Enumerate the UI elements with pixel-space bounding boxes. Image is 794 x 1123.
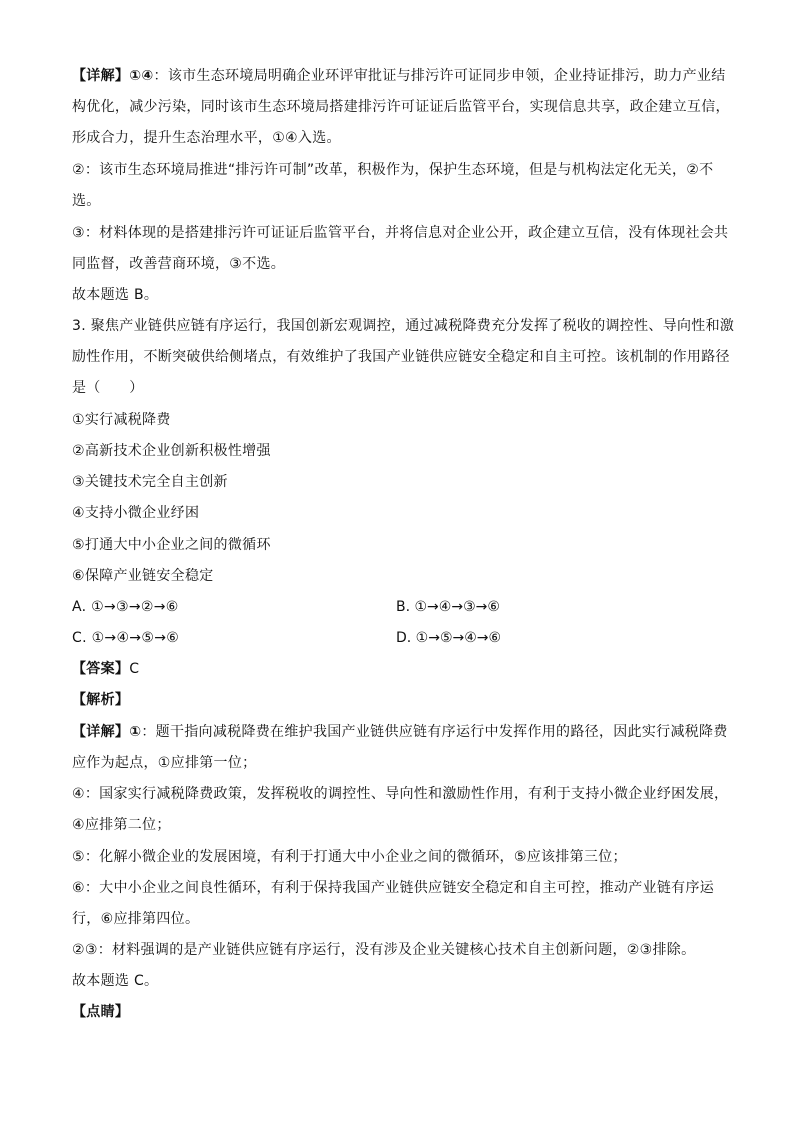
detail-paragraph-2-line-1: ②：该市生态环境局推进“排污许可制”改革，积极作为，保护生态环境，但是与机构法定化无关，②不 — [72, 162, 714, 178]
text-span: ：题干指向减税降费在维护我国产业链供应链有序运行中发挥作用的路径，因此实行减税降费 — [141, 724, 728, 740]
detail-line-4: ④应排第二位； — [72, 817, 171, 833]
detail-paragraph-3-line-2: 同监督，改善营商环境，③不选。 — [72, 256, 286, 272]
question-item-2: ②高新技术企业创新积极性增强 — [72, 443, 271, 459]
answer-value: C — [129, 661, 140, 677]
analysis-label: 【解析】 — [72, 692, 130, 708]
detail-paragraph-2-line-2: 选。 — [72, 193, 101, 209]
option-c: C. ①→④→⑤→⑥ — [72, 630, 180, 646]
answer-line — [72, 659, 732, 679]
detail-line-5: ⑤：化解小微企业的发展困境，有利于打通大中小企业之间的微循环，⑤应该排第三位； — [72, 849, 627, 865]
question-item-4: ④支持小微企业纾困 — [72, 505, 200, 521]
detail-label-2: 【详解】① — [72, 724, 142, 740]
detail-paragraph-1-line-1 — [72, 66, 732, 86]
question-3-line-2: 励性作用，不断突破供给侧堵点，有效维护了我国产业链供应链安全稳定和自主可控。该机制的作用路径 — [72, 349, 730, 365]
question-item-3: ③关键技术完全自主创新 — [72, 474, 228, 490]
detail-paragraph-3-line-1: ③：材料体现的是搭建排污许可证证后监管平台，并将信息对企业公开，政企建立互信，没有体现社会共 — [72, 225, 729, 241]
conclusion-c: 故本题选 C。 — [72, 973, 159, 989]
detail-line-3: ④：国家实行减税降费政策，发挥税收的调控性、导向性和激励性作用，有利于支持小微企业纾困发展， — [72, 786, 729, 802]
comment-label: 【点睛】 — [72, 1004, 130, 1020]
question-item-5: ⑤打通大中小企业之间的微循环 — [72, 537, 271, 553]
answer-label: 【答案】 — [72, 661, 130, 677]
detail-line-7: 行，⑥应排第四位。 — [72, 911, 200, 927]
option-d: D. ①→⑤→④→⑥ — [396, 630, 502, 646]
question-3-line-3: 是（ ） — [72, 380, 144, 396]
conclusion-b: 故本题选 B。 — [72, 287, 159, 303]
question-item-6: ⑥保障产业链安全稳定 — [72, 568, 214, 584]
detail-line-6: ⑥：大中小企业之间良性循环，有利于保持我国产业链供应链安全稳定和自主可控，推动产业链有序运 — [72, 880, 715, 896]
detail-line-1 — [72, 722, 732, 742]
detail-line-8: ②③：材料强调的是产业链供应链有序运行，没有涉及企业关键核心技术自主创新问题，②③排除。 — [72, 942, 696, 958]
detail-paragraph-1-line-2: 构优化，减少污染，同时该市生态环境局搭建排污许可证证后监管平台，实现信息共享，政企建立互信， — [72, 99, 730, 115]
detail-label: 【详解】①④ — [72, 68, 154, 84]
detail-paragraph-1-line-3: 形成合力，提升生态治理水平，①④入选。 — [72, 130, 341, 146]
text-span: ：该市生态环境局明确企业环评审批证与排污许可证同步申领，企业持证排污，助力产业结 — [153, 68, 726, 84]
option-a: A. ①→③→②→⑥ — [72, 599, 179, 615]
question-item-1: ①实行减税降费 — [72, 412, 171, 428]
question-3-line-1: 3. 聚焦产业链供应链有序运行，我国创新宏观调控，通过减税降费充分发挥了税收的调控性、导向性和激 — [72, 318, 735, 334]
option-b: B. ①→④→③→⑥ — [396, 599, 500, 615]
detail-line-2: 应作为起点，①应排第一位； — [72, 755, 257, 771]
